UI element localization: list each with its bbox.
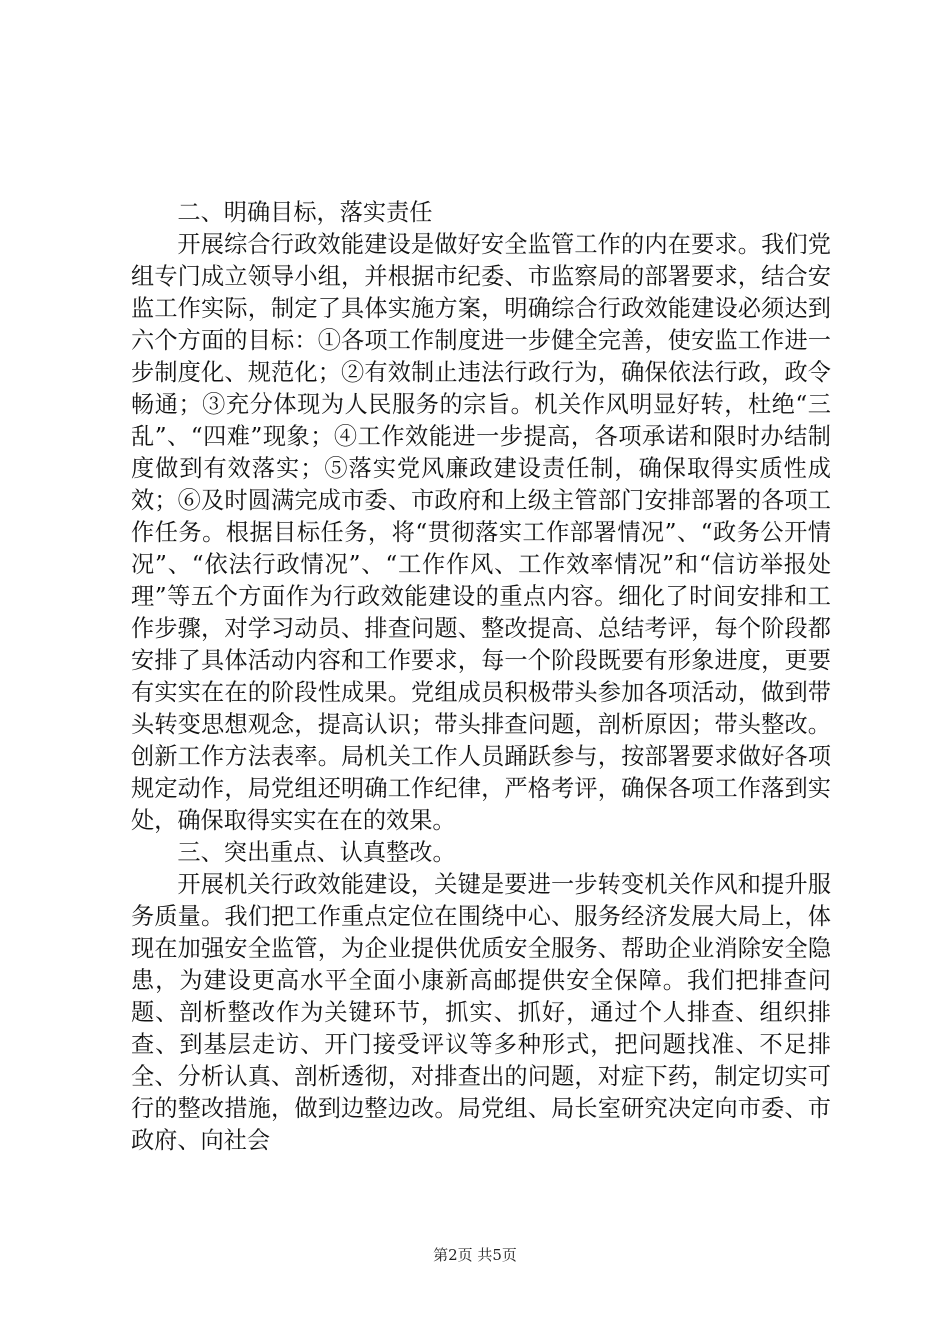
page-number: 第2页 共5页	[433, 1246, 517, 1264]
body-paragraph: 开展综合行政效能建设是做好安全监管工作的内在要求。我们党组专门成立领导小组，并根据市纪委、市监察局的部署要求，结合安监工作实际，制定了具体实施方案，明确综合行政效能建设必须达到六个方面的目标：①各项工作制度进一步健全完善，使安监工作进一步制度化、规范化；②有效制止违法行政行为，确保依法行政，政令畅通；③充分体现为人民服务的宗旨。机关作风明显好转，杜绝“三乱”、“四难”现象；④工作效能进一步提高，各项承诺和限时办结制度做到有效落实；⑤落实党风廉政建设责任制，确保取得实质性成效；⑥及时圆满完成市委、市政府和上级主管部门安排部署的各项工作任务。根据目标任务，将“贯彻落实工作部署情况”、“政务公开情况”、“依法行政情况”、“工作作风、工作效率情况”和“信访举报处理”等五个方面作为行政效能建设的重点内容。细化了时间安排和工作步骤，对学习动员、排查问题、整改提高、总结考评，每个阶段都安排了具体活动内容和工作要求，每一个阶段既要有形象进度，更要有实实在在的阶段性成果。党组成员积极带头参加各项活动，做到带头转变思想观念，提高认识；带头排查问题，剖析原因；带头整改。创新工作方法表率。局机关工作人员踊跃参与，按部署要求做好各项规定动作，局党组还明确工作纪律，严格考评，确保各项工作落到实处，确保取得实实在在的效果。	[131, 231, 831, 834]
body-paragraph: 开展机关行政效能建设，关键是要进一步转变机关作风和提升服务质量。我们把工作重点定位在围绕中心、服务经济发展大局上，体现在加强安全监管，为企业提供优质安全服务、帮助企业消除安全隐患，为建设更高水平全面小康新高邮提供安全保障。我们把排查问题、剖析整改作为关键环节，抓实、抓好，通过个人排查、组织排查、到基层走访、开门接受评议等多种形式，把问题找准、不足排全、分析认真、剖析透彻，对排查出的问题，对症下药，制定切实可行的整改措施，做到边整边改。局党组、局长室研究决定向市委、市政府、向社会	[131, 871, 831, 1154]
page-footer	[0, 1245, 950, 1265]
section-heading-two: 二、明确目标，落实责任	[177, 199, 433, 226]
document-body	[131, 197, 831, 1157]
section-heading-three: 三、突出重点、认真整改。	[177, 839, 456, 866]
